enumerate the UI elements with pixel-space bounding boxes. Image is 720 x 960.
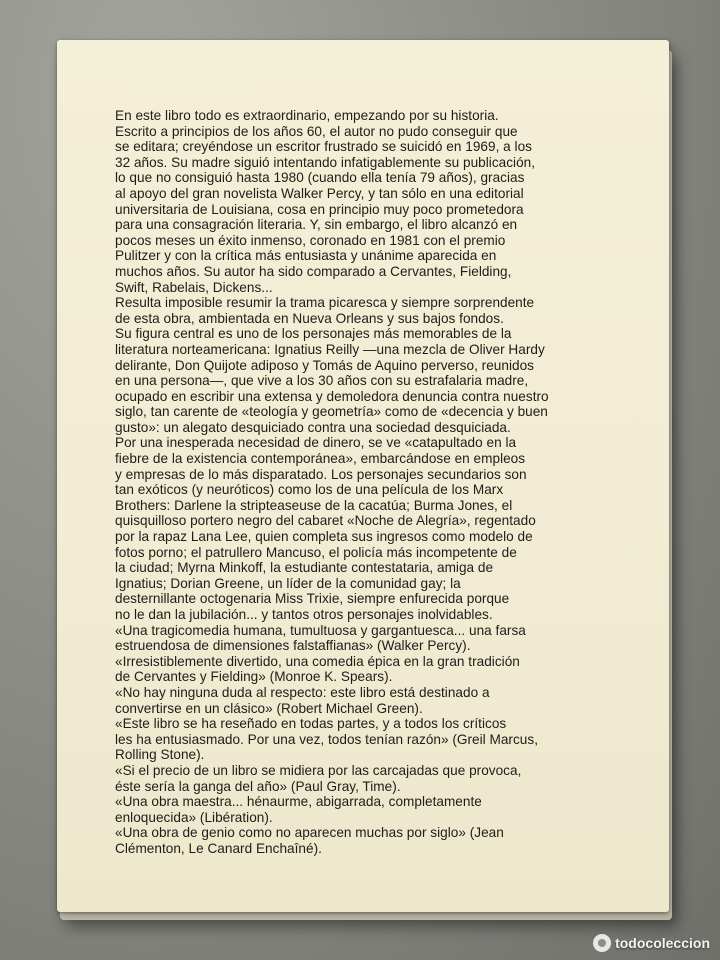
blurb-line: «Una obra de genio como no aparecen muchas por siglo» (Jean [115,825,504,841]
watermark [593,934,710,952]
blurb-line: literatura norteamericana: Ignatius Reilly —una mezcla de Oliver Hardy [115,341,545,357]
blurb-line: «Irresistiblemente divertido, una comedia épica en la gran tradición [115,653,520,669]
blurb-line: fotos porno; el patrullero Mancuso, el policía más incompetente de [115,544,517,560]
blurb-line: les ha entusiasmado. Por una vez, todos tenían razón» (Greil Marcus, [115,731,538,747]
blurb-line: no le dan la jubilación... y tantos otros personajes inolvidables. [115,607,493,622]
blurb-line: fiebre de la existencia contemporánea», embarcándose en empleos [115,451,526,467]
blurb-line: de esta obra, ambientada en Nueva Orleans y sus bajos fondos. [115,310,504,326]
blurb-line: quisquilloso portero negro del cabaret «Noche de Alegría», regentado [115,513,536,529]
blurb-line: de Cervantes y Fielding» (Monroe K. Spears). [115,669,393,685]
back-cover-blurb [115,108,615,857]
blurb-line: siglo, tan carente de «teología y geometría» como de «decencia y buen [115,404,548,420]
blurb-line: En este libro todo es extraordinario, empezando por su historia. [115,108,499,123]
watermark-logo-icon [593,934,611,952]
blurb-line: «Este libro se ha reseñado en todas partes, y a todos los críticos [115,716,507,732]
blurb-line: lo que no consiguió hasta 1980 (cuando ella tenía 79 años), gracias [115,170,525,186]
blurb-line: gusto»: un alegato desquiciado contra una sociedad desquiciada. [115,419,511,435]
blurb-line: Brothers: Darlene la stripteaseuse de la cacatúa; Burma Jones, el [115,497,513,513]
blurb-line: éste sería la ganga del año» (Paul Gray, Time). [115,778,401,794]
blurb-line: en una persona—, que vive a los 30 años con su estrafalaria madre, [115,373,529,389]
blurb-line: «Una tragicomedia humana, tumultuosa y gargantuesca... una farsa [115,622,526,638]
blurb-line: Clémenton, Le Canard Enchaîné). [115,840,322,856]
blurb-line: se editara; creyéndose un escritor frustrado se suicidó en 1969, a los [115,139,532,155]
blurb-line: al apoyo del gran novelista Walker Percy, y tan sólo en una editorial [115,185,524,201]
blurb-line: ocupado en escribir una extensa y demoledora denuncia contra nuestro [115,388,549,404]
blurb-line: enloquecida» (Libération). [115,809,273,825]
blurb-line: Escrito a principios de los años 60, el autor no pudo conseguir que [115,123,518,139]
blurb-line: tan exóticos (y neuróticos) como los de una película de los Marx [115,482,504,498]
blurb-line: y empresas de lo más disparatado. Los personajes secundarios son [115,466,527,482]
blurb-line: estruendosa de dimensiones falstaffianas» (Walker Percy). [115,638,471,654]
blurb-line: universitaria de Louisiana, cosa en principio muy poco prometedora [115,201,524,217]
watermark-text: todocoleccion [615,935,710,951]
blurb-line: la ciudad; Myrna Minkoff, la estudiante contestataria, amiga de [115,560,494,576]
blurb-line: Rolling Stone). [115,747,205,763]
blurb-line: Swift, Rabelais, Dickens... [115,279,273,295]
blurb-line: para una consagración literaria. Y, sin embargo, el libro alcanzó en [115,217,518,233]
blurb-line: delirante, Don Quijote adiposo y Tomás de Aquino perverso, reunidos [115,357,534,373]
blurb-line: «No hay ninguna duda al respecto: este libro está destinado a [115,684,490,700]
blurb-line: Resulta imposible resumir la trama picaresca y siempre sorprendente [115,295,535,311]
blurb-line: pocos meses un éxito inmenso, coronado en 1981 con el premio [115,232,506,248]
blurb-line: 32 años. Su madre siguió intentando infatigablemente su publicación, [115,154,536,170]
blurb-line: Pulitzer y con la crítica más entusiasta y unánime aparecida en [115,248,497,264]
blurb-line: Su figura central es uno de los personajes más memorables de la [115,326,512,342]
blurb-line: muchos años. Su autor ha sido comparado a Cervantes, Fielding, [115,263,512,279]
blurb-line: «Una obra maestra... hénaurme, abigarrada, completamente [115,794,482,810]
blurb-line: por la rapaz Lana Lee, quien completa sus ingresos como modelo de [115,529,533,545]
blurb-line: Ignatius; Dorian Greene, un líder de la comunidad gay; la [115,575,461,591]
blurb-line: convertirse en un clásico» (Robert Michael Green). [115,700,423,716]
blurb-line: Por una inesperada necesidad de dinero, se ve «catapultado en la [115,435,517,451]
blurb-line: «Si el precio de un libro se midiera por las carcajadas que provoca, [115,762,522,778]
blurb-line: desternillante octogenaria Miss Trixie, siempre enfurecida porque [115,591,510,607]
